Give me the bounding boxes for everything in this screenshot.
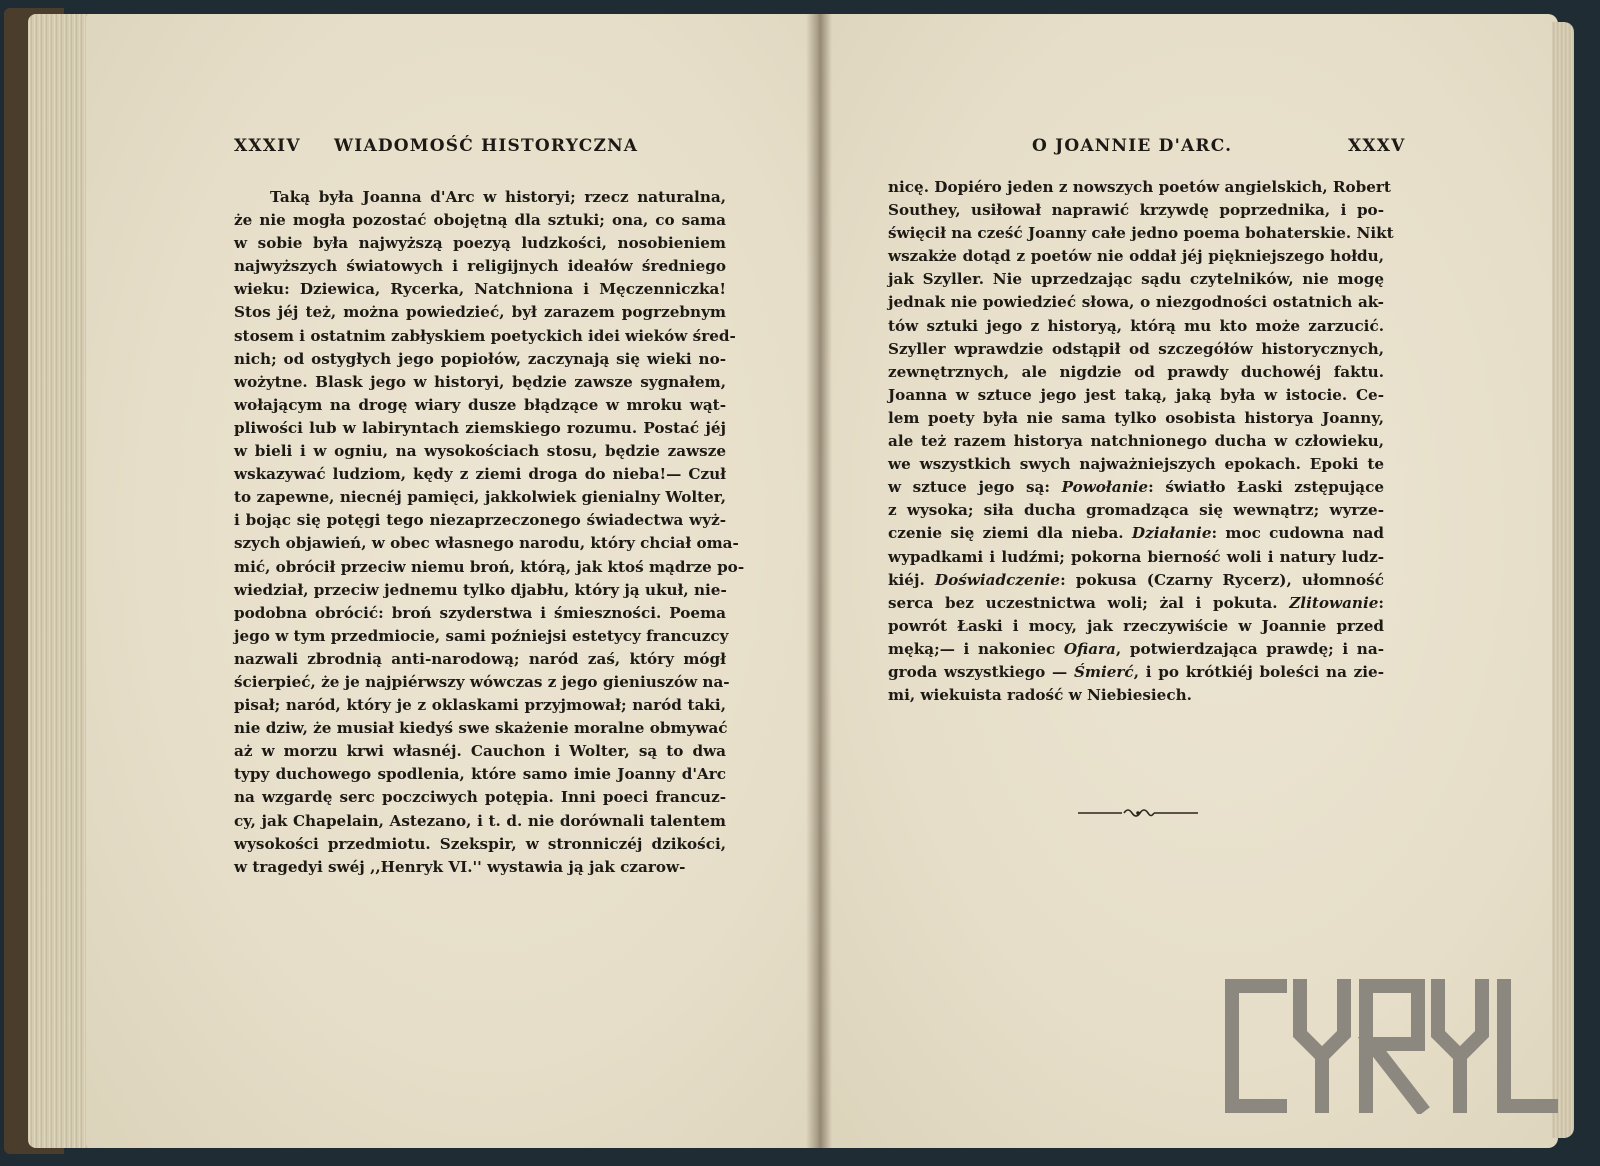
text-line: w sobie była najwyższą poezyą ludzkości, nosobieniem	[234, 234, 726, 253]
cyryl-watermark-logo	[1222, 978, 1558, 1114]
text-line: we wszystkich swych najważniejszych epokach. Epoki te	[888, 455, 1384, 474]
text-line: pliwości lub w labiryntach ziemskiego rozumu. Postać jéj	[234, 418, 726, 437]
right-body-text	[888, 176, 1394, 707]
text-line: Stos jéj też, można powiedzieć, był zarazem pogrzebnym	[234, 303, 726, 322]
text-line: w tragedyi swéj ,,Henryk VI.'' wystawia ją jak czarow-	[234, 857, 686, 876]
text-line: że nie mogła pozostać obojętną dla sztuki; ona, co sama	[234, 211, 726, 230]
text-line: wysokości przedmiotu. Szekspir, w stronniczéj dzikości,	[234, 834, 726, 853]
text-line: lem poety była nie sama tylko osobista historya Joanny,	[888, 408, 1384, 427]
text-line: czenie się ziemi dla nieba. Działanie: moc cudowna nad	[888, 524, 1384, 543]
text-line: wożytne. Blask jego w historyi, będzie zawsze sygnałem,	[234, 372, 726, 391]
text-line: zewnętrznych, ale nigdzie od prawdy duchowéj faktu.	[888, 362, 1384, 381]
left-body-text	[234, 186, 745, 879]
text-line: to zapewne, niecnéj pamięci, jakkolwiek gienialny Wolter,	[234, 488, 726, 507]
text-line: aż w morzu krwi własnéj. Cauchon i Wolter, są to dwa	[234, 742, 726, 761]
text-line: tów sztuki jego z historyą, którą mu kto może zarzucić.	[888, 316, 1384, 335]
text-line: Szyller wprawdzie odstąpił od szczegółów historycznych,	[888, 339, 1384, 358]
page-edges-right	[1552, 22, 1574, 1138]
text-line: na wzgardę serc poczciwych potępia. Inni poeci francuz-	[234, 788, 726, 807]
text-line: męką;— i nakoniec Ofiara, potwierdzająca prawdę; i na-	[888, 639, 1384, 658]
text-line: nich; od ostygłych jego popiołów, zaczynają się wieki no-	[234, 349, 726, 368]
text-line: mić, obrócił przeciw niemu broń, którą, jak ktoś mądrze po-	[234, 557, 745, 576]
text-line: najwyższych światowych i religijnych ideałów średniego	[234, 257, 726, 276]
left-running-title: WIADOMOŚĆ HISTORYCZNA	[334, 136, 639, 156]
text-line: i bojąc się potęgi tego niezaprzeczonego świadectwa wyż-	[234, 511, 726, 530]
text-line: mi, wiekuista radość w Niebiesiech.	[888, 686, 1192, 705]
text-line: jednak nie powiedzieć słowa, o niezgodności ostatnich ak-	[888, 293, 1384, 312]
left-page	[86, 14, 818, 1148]
text-line: Joanna w sztuce jego jest taką, jaką była w istocie. Ce-	[888, 385, 1384, 404]
text-line: wołającym na drogę wiary dusze błądzące w mroku wąt-	[234, 395, 726, 414]
text-line: w bieli i w ogniu, na wysokościach stosu, będzie zawsze	[234, 442, 726, 461]
text-line: Taką była Joanna d'Arc w historyi; rzecz naturalna,	[270, 188, 726, 206]
text-line: cy, jak Chapelain, Astezano, i t. d. nie dorównali talentem	[234, 811, 726, 830]
text-line: w sztuce jego są: Powołanie: światło Łaski zstępujące	[888, 478, 1384, 497]
text-line: groda wszystkiego — Śmierć, i po krótkiéj boleści na zie-	[888, 662, 1384, 681]
text-line: powrót Łaski i mocy, jak rzeczywiście w Joannie przed	[888, 616, 1384, 635]
text-line: jak Szyller. Nie uprzedzając sądu czytelników, nie mogę	[888, 270, 1384, 289]
text-line: podobna obrócić: broń szyderstwa i śmieszności. Poema	[234, 603, 726, 622]
text-line: nazwali zbrodnią anti-narodową; naród zaś, który mógł	[234, 649, 726, 668]
text-line: wskazywać ludziom, kędy z ziemi droga do nieba!— Czuł	[234, 465, 726, 484]
text-line: wieku: Dziewica, Rycerka, Natchniona i Męczenniczka!	[234, 280, 726, 299]
section-end-ornament	[1078, 806, 1198, 820]
text-line: wiedział, przeciw jednemu tylko djabłu, który ją ukuł, nie-	[234, 580, 727, 599]
text-line: wszakże dotąd z poetów nie oddał jéj piękniejszego hołdu,	[888, 247, 1384, 266]
text-line: pisał; naród, który je z oklaskami przyjmował; naród taki,	[234, 696, 726, 715]
text-line: z wysoka; siła ducha gromadząca się wewnątrz; wyrze-	[888, 501, 1384, 520]
text-line: nicę. Dopiéro jeden z nowszych poetów angielskich, Robert	[888, 178, 1391, 196]
right-running-title: O JOANNIE D'ARC.	[1032, 136, 1233, 156]
text-line: kiéj. Doświadczenie: pokusa (Czarny Rycerz), ułomność	[888, 570, 1384, 589]
text-line: typy duchowego spodlenia, które samo imie Joanny d'Arc	[234, 765, 726, 784]
text-line: święcił na cześć Joanny całe jedno poema bohaterskie. Nikt	[888, 224, 1394, 243]
text-line: ale też razem historya natchnionego ducha w człowieku,	[888, 432, 1384, 451]
text-line: wypadkami i ludźmi; pokorna bierność woli i natury ludz-	[888, 547, 1384, 566]
left-page-number: XXXIV	[234, 136, 301, 156]
text-line: jego w tym przedmiocie, sami poźniejsi estetycy francuzcy	[234, 626, 729, 645]
text-line: ścierpieć, że je najpiérwszy wówczas z jego gieniuszów na-	[234, 672, 730, 691]
text-line: nie dziw, że musiał kiedyś swe skażenie moralne obmywać	[234, 719, 728, 738]
text-line: serca bez uczestnictwa woli; żal i pokuta. Zlitowanie:	[888, 593, 1384, 612]
right-page-number: XXXV	[1348, 136, 1406, 156]
text-line: stosem i ostatnim zabłyskiem poetyckich idei wieków śred-	[234, 326, 736, 345]
text-line: szych objawień, w obec własnego narodu, który chciał oma-	[234, 534, 739, 553]
text-line: Southey, usiłował naprawić krzywdę poprzednika, i po-	[888, 201, 1384, 220]
